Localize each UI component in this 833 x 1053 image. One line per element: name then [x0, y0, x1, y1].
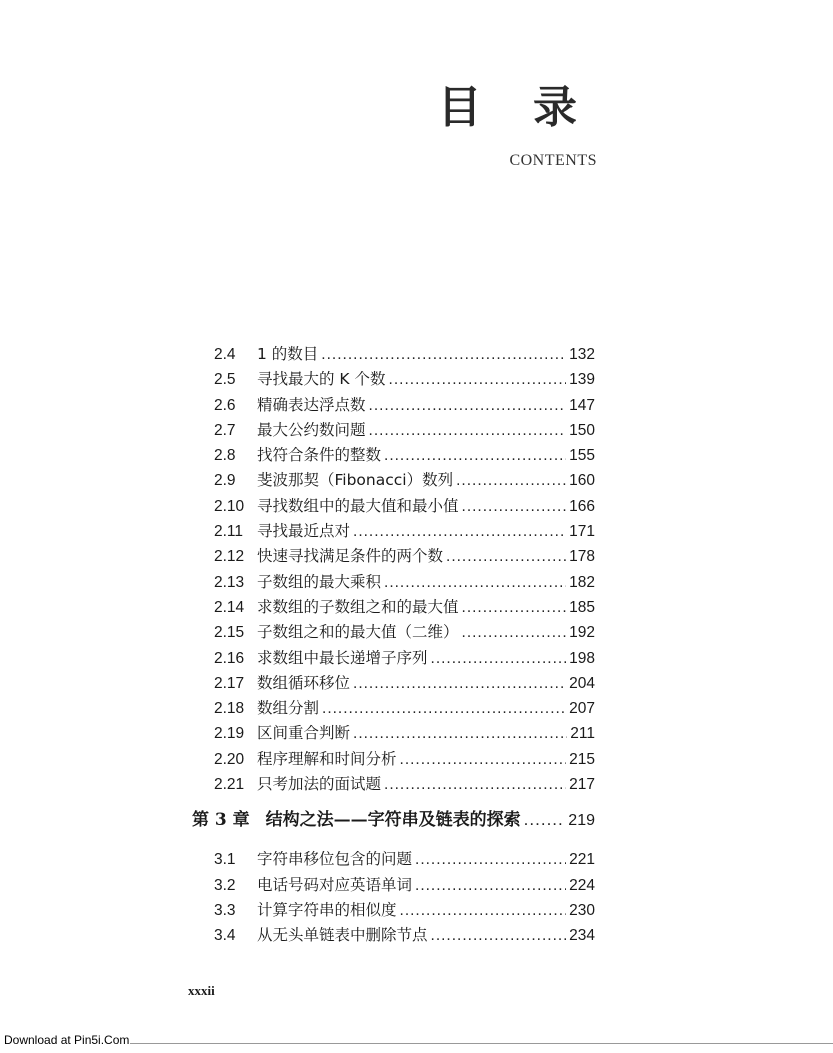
toc-entry-page: 207 — [569, 700, 595, 718]
leader-dots — [321, 346, 566, 364]
toc-entry-number: 2.13 — [214, 573, 245, 591]
leader-dots — [384, 447, 566, 465]
toc-entry-page: 171 — [569, 523, 595, 541]
leader-dots — [462, 498, 567, 516]
toc-entry-page: 160 — [569, 472, 595, 490]
toc-entry-page: 198 — [569, 649, 595, 667]
chapter-title: 结构之法——字符串及链表的探索 — [265, 810, 521, 831]
toc-entry-number: 2.6 — [214, 396, 236, 414]
toc-entry-title: 子数组的最大乘积 — [257, 572, 382, 591]
toc-entry[interactable] — [214, 595, 595, 620]
page-number: xxxii — [188, 983, 215, 998]
toc-entry-page: 230 — [569, 901, 595, 919]
leader-dots — [431, 650, 567, 668]
toc-entry-page: 155 — [569, 447, 595, 465]
toc-entry-page: 221 — [569, 851, 595, 869]
toc-entry-title: 数组分割 — [257, 699, 320, 718]
toc-entry[interactable] — [214, 443, 595, 468]
toc-entry[interactable] — [214, 898, 595, 923]
toc-entry-page: 185 — [569, 598, 595, 616]
toc-entry[interactable] — [214, 544, 595, 569]
toc-entry[interactable] — [214, 468, 595, 493]
toc-entry[interactable] — [214, 519, 595, 544]
toc-section-2 — [214, 342, 595, 797]
leader-dots — [353, 675, 566, 693]
page-subtitle: CONTENTS — [509, 152, 597, 169]
toc-entry[interactable] — [214, 721, 595, 746]
toc-entry[interactable] — [214, 696, 595, 721]
download-footer: Download at Pin5i.Com — [4, 1033, 130, 1047]
toc-entry[interactable] — [214, 923, 595, 948]
toc-entry-page: 217 — [569, 776, 595, 794]
toc-entry-number: 3.3 — [214, 901, 236, 919]
leader-dots — [415, 851, 566, 869]
leader-dots — [369, 397, 567, 415]
toc-entry-page: 178 — [569, 548, 595, 566]
toc-entry-title: 最大公约数问题 — [257, 420, 366, 439]
chapter-page: 219 — [568, 812, 595, 830]
toc-entry[interactable] — [214, 747, 595, 772]
toc-entry-page: 132 — [569, 346, 595, 363]
toc-entry-number: 2.4 — [214, 346, 236, 363]
toc-entry-title: 快速寻找满足条件的两个数 — [257, 547, 444, 566]
toc-entry-title: 1 的数目 — [257, 345, 319, 363]
toc-entry-title: 子数组之和的最大值（二维） — [257, 623, 459, 642]
toc-entry-number: 2.7 — [214, 421, 236, 439]
toc-entry[interactable] — [214, 342, 595, 367]
toc-entry-page: 234 — [569, 927, 595, 945]
toc-entry-number: 2.11 — [214, 523, 244, 541]
toc-entry-title: 求数组中最长递增子序列 — [257, 648, 428, 667]
toc-entry[interactable] — [214, 671, 595, 696]
toc-entry-number: 2.14 — [214, 598, 245, 616]
toc-entry-page: 182 — [569, 573, 595, 591]
toc-entry-page: 204 — [569, 674, 595, 692]
toc-entry-title: 从无头单链表中删除节点 — [257, 926, 428, 945]
toc-entry-number: 2.15 — [214, 624, 245, 642]
toc-entry-number: 2.10 — [214, 497, 245, 515]
toc-entry[interactable] — [214, 772, 595, 797]
toc-entry-title: 找符合条件的整数 — [257, 446, 382, 465]
toc-entry[interactable] — [214, 620, 595, 645]
footer-divider — [130, 1043, 833, 1044]
leader-dots — [415, 877, 566, 895]
leader-dots — [431, 927, 567, 945]
toc-entry-page: 139 — [569, 371, 595, 389]
chapter-heading[interactable] — [192, 805, 595, 841]
toc-entry-number: 2.5 — [214, 371, 236, 389]
toc-entry-number: 3.4 — [214, 927, 236, 945]
toc-entry[interactable] — [214, 646, 595, 671]
toc-entry[interactable] — [214, 494, 595, 519]
toc-entry-number: 2.21 — [214, 776, 245, 794]
leader-dots — [389, 371, 567, 389]
toc-entry-title: 字符串移位包含的问题 — [257, 850, 413, 869]
toc-entry-title: 求数组的子数组之和的最大值 — [257, 597, 459, 616]
leader-dots — [462, 624, 567, 642]
toc-entry[interactable] — [214, 367, 595, 392]
leader-dots — [369, 422, 567, 440]
leader-dots — [446, 548, 566, 566]
toc-entry-number: 2.9 — [214, 472, 236, 490]
toc-entry-title: 寻找数组中的最大值和最小值 — [257, 496, 459, 515]
toc-entry-title: 寻找最大的 K 个数 — [257, 370, 386, 389]
leader-dots — [384, 776, 566, 794]
leader-dots — [384, 574, 566, 592]
toc-entry-title: 电话号码对应英语单词 — [257, 875, 413, 894]
toc-entry-title: 数组循环移位 — [257, 673, 351, 692]
toc-entry-number: 3.1 — [214, 851, 236, 869]
leader-dots — [353, 725, 567, 743]
table-of-contents — [192, 342, 595, 949]
leader-dots — [353, 523, 566, 541]
toc-entry-number: 2.20 — [214, 750, 245, 768]
leader-dots — [462, 599, 567, 617]
toc-entry-page: 150 — [569, 421, 595, 439]
toc-entry-title: 程序理解和时间分析 — [257, 749, 397, 768]
toc-entry-title: 区间重合判断 — [257, 724, 351, 743]
toc-entry-number: 2.16 — [214, 649, 245, 667]
leader-dots — [456, 472, 566, 490]
toc-entry-number: 2.19 — [214, 725, 245, 743]
toc-entry-number: 2.17 — [214, 674, 245, 692]
toc-entry[interactable] — [214, 873, 595, 898]
toc-entry-page: 224 — [569, 876, 595, 894]
toc-entry[interactable] — [214, 393, 595, 418]
toc-section-3 — [214, 847, 595, 948]
leader-dots — [400, 751, 567, 769]
toc-entry-number: 2.8 — [214, 447, 236, 465]
toc-entry[interactable] — [214, 570, 595, 595]
page-title: 目 录 — [437, 82, 595, 133]
toc-entry[interactable] — [214, 418, 595, 443]
toc-entry-page: 166 — [569, 497, 595, 515]
leader-dots — [524, 810, 566, 830]
toc-entry-title: 寻找最近点对 — [257, 522, 351, 541]
leader-dots — [400, 902, 567, 920]
toc-entry-page: 192 — [569, 624, 595, 642]
toc-entry-title: 只考加法的面试题 — [257, 775, 382, 794]
toc-entry-title: 精确表达浮点数 — [257, 395, 366, 414]
chapter-number: 第 3 章 — [192, 810, 250, 831]
toc-entry-page: 147 — [569, 396, 595, 414]
toc-entry-page: 215 — [569, 750, 595, 768]
toc-entry[interactable] — [214, 847, 595, 872]
toc-entry-number: 2.12 — [214, 548, 245, 566]
toc-entry-page: 211 — [570, 725, 595, 743]
toc-entry-title: 计算字符串的相似度 — [257, 900, 397, 919]
toc-entry-number: 2.18 — [214, 700, 245, 718]
toc-entry-number: 3.2 — [214, 876, 236, 894]
toc-entry-title: 斐波那契（Fibonacci）数列 — [257, 471, 454, 490]
leader-dots — [322, 700, 566, 718]
